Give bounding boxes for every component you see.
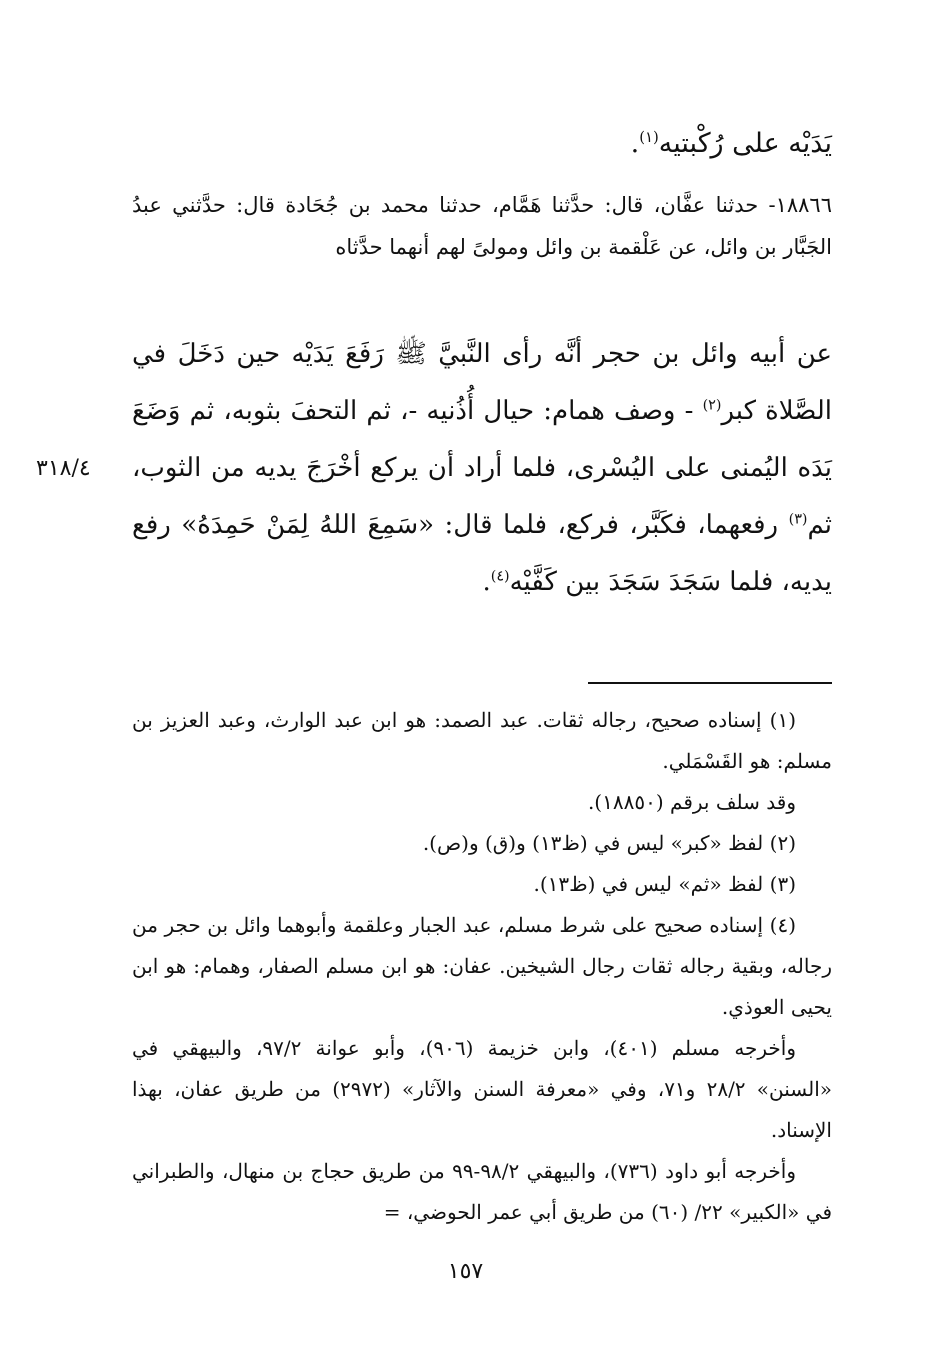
- footnote-marker-4: (٤): [490, 568, 510, 585]
- footnote-3: (٣) لفظ «ثم» ليس في (ظ١٣).: [533, 872, 796, 896]
- matn-end: .: [482, 567, 491, 597]
- matn-part-2: - وصف همام: حيال أُذُنيه -، ثم التحفَ بثوبه، ثم وَضَعَ يَدَه اليُمنى على اليُسْرى، فلما أراد أن يركع أخْرَجَ يديه من الثوب، ثم: [132, 396, 832, 540]
- footnote-marker-2: (٢): [702, 397, 722, 414]
- footnote-1-continuation: وقد سلف برقم (١٨٨٥٠).: [587, 790, 796, 814]
- carry-over-end: .: [630, 128, 640, 159]
- footnote-marker-1: (١): [639, 128, 659, 146]
- hadith-isnad-text: ١٨٨٦٦- حدثنا عفَّان، قال: حدَّثنا هَمَّام، حدثنا محمد بن جُحَادة قال: حدَّثني عبدُ الجَبَّار بن وائل، عن عَلْقمة بن وائل ومولىً لهم أنهما حدَّثاه: [132, 193, 832, 259]
- hadith-isnad: [132, 184, 832, 268]
- footnotes: [132, 700, 832, 1233]
- footnote-4: (٤) إسناده صحيح على شرط مسلم، عبد الجبار وعلقمة وأبوهما وائل بن حجر من رجاله، وبقية رجاله ثقات رجال الشيخين. عفان: هو ابن مسلم الصفار، وهمام: هو ابن يحيى العوذي.: [132, 913, 832, 1019]
- carry-over-line: [132, 118, 832, 170]
- footnote-marker-3: (٣): [788, 511, 808, 528]
- footnote-4-takhrij-2: وأخرجه أبو داود (٧٣٦)، والبيهقي ٩٨/٢-٩٩ من طريق حجاج بن منهال، والطبراني في «الكبير» ٢٢/ (٦٠) من طريق أبي عمر الحوضي، =: [132, 1159, 832, 1224]
- carry-over-text: يَدَيْه على رُكْبتيه: [658, 128, 832, 159]
- matn-part-1: عن أبيه وائل بن حجر أنَّه رأى النَّبيَّ ﷺ رَفَعَ يَدَيْه حين دَخَلَ في الصَّلاة كبر: [132, 339, 832, 426]
- margin-volume-page-reference: ٣١٨/٤: [36, 456, 91, 481]
- matn-part-3: رفعهما، فكَبَّر، فركع، فلما قال: «سَمِعَ اللهُ لِمَنْ حَمِدَهُ» رفع يديه، فلما سَجَدَ سَجَدَ بين كَفَّيْه: [132, 510, 832, 597]
- footnote-2: (٢) لفظ «كبر» ليس في (ظ١٣) و(ق) و(ص).: [422, 831, 796, 855]
- hadith-matn: [132, 326, 832, 611]
- page-number: ١٥٧: [447, 1259, 484, 1284]
- footnote-separator: [588, 682, 832, 684]
- footnote-1: (١) إسناده صحيح، رجاله ثقات. عبد الصمد: هو ابن عبد الوارث، وعبد العزيز بن مسلم: هو القَسْمَلي.: [132, 708, 832, 773]
- footnote-4-takhrij-1: وأخرجه مسلم (٤٠١)، وابن خزيمة (٩٠٦)، وأبو عوانة ٩٧/٢، والبيهقي في «السنن» ٢٨/٢ و٧١، وفي «معرفة السنن والآثار» (٢٩٧٢) من طريق عفان، بهذا الإسناد.: [132, 1036, 833, 1142]
